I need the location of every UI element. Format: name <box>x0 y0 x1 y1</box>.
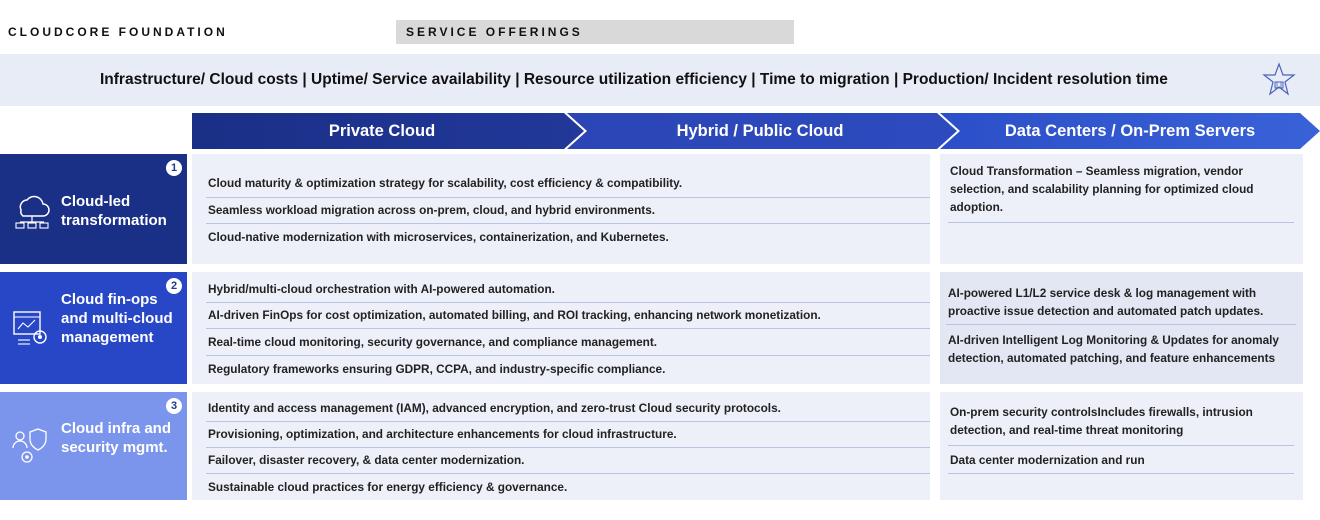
row2-right-item-2: AI-driven Intelligent Log Monitoring & Updates for anomaly detection, automated patching, and feature enhancements <box>948 333 1279 365</box>
row3-item-1: Identity and access management (IAM), advanced encryption, and zero-trust Cloud security protocols. <box>208 401 781 415</box>
row2-right-divider <box>946 324 1296 325</box>
service-offerings-label: SERVICE OFFERINGS <box>406 25 583 39</box>
row3-divider-1 <box>206 421 930 422</box>
row3-item-3: Failover, disaster recovery, & data center modernization. <box>208 453 525 467</box>
row3-item-2: Provisioning, optimization, and architecture enhancements for cloud infrastructure. <box>208 427 677 441</box>
row1-item-3: Cloud-native modernization with microservices, containerization, and Kubernetes. <box>208 230 669 244</box>
row-label-text: Cloud fin-ops and multi-cloud management <box>61 291 173 346</box>
row-number-badge: 3 <box>166 398 182 414</box>
foundation-label: CLOUDCORE FOUNDATION <box>8 25 228 39</box>
row1-divider-2 <box>206 223 930 224</box>
row1-item-1: Cloud maturity & optimization strategy for scalability, cost efficiency & compatibility. <box>208 176 683 190</box>
row1-item-2: Seamless workload migration across on-prem, cloud, and hybrid environments. <box>208 203 656 217</box>
star-badge-icon <box>1262 62 1296 98</box>
row2-right-item-1: AI-powered L1/L2 service desk & log management with proactive issue detection and automated patch updates. <box>948 286 1264 318</box>
col-header-data-centers: Data Centers / On-Prem Servers <box>1004 122 1256 140</box>
row3-divider-3 <box>206 473 930 474</box>
row3-right-item-1: On-prem security controlsIncludes firewalls, intrusion detection, and real-time threat monitoring <box>950 405 1253 437</box>
service-offerings-header <box>396 20 794 44</box>
row2-divider-3 <box>206 355 930 356</box>
row-label-cloud-finops <box>0 272 187 384</box>
row3-right-divider-1 <box>948 445 1294 446</box>
row-label-cloud-led-transformation <box>0 154 187 264</box>
row3-divider-2 <box>206 447 930 448</box>
kpi-line: Infrastructure/ Cloud costs | Uptime/ Service availability | Resource utilization efficiency | Time to migration | Production/ Incident resolution time <box>100 71 1168 88</box>
row2-item-2: AI-driven FinOps for cost optimization, automated billing, and ROI tracking, enhancing network monetization. <box>208 308 821 322</box>
foundation-header <box>0 20 396 44</box>
row2-item-4: Regulatory frameworks ensuring GDPR, CCPA, and industry-specific compliance. <box>208 362 666 376</box>
row-number-badge: 1 <box>166 160 182 176</box>
row2-divider-2 <box>206 328 930 329</box>
row3-right-divider-2 <box>948 473 1294 474</box>
user-shield-gear-icon <box>11 426 51 466</box>
row2-divider-1 <box>206 302 930 303</box>
row1-divider-1 <box>206 197 930 198</box>
row-label-cloud-infra-security <box>0 392 187 500</box>
row2-item-1: Hybrid/multi-cloud orchestration with AI-powered automation. <box>208 282 555 296</box>
row3-item-4: Sustainable cloud practices for energy efficiency & governance. <box>208 480 568 494</box>
row1-right-divider <box>948 222 1294 223</box>
row-label-text: Cloud infra and security mgmt. <box>61 420 171 456</box>
cloud-network-icon <box>12 192 52 230</box>
row1-right-item-1: Cloud Transformation – Seamless migration, vendor selection, and scalability planning for optimized cloud adoption. <box>950 164 1254 214</box>
row3-right-item-2: Data center modernization and run <box>950 453 1145 467</box>
row-label-text: Cloud-led transformation <box>61 193 167 229</box>
col-header-hybrid-public-cloud: Hybrid / Public Cloud <box>676 122 844 140</box>
row2-item-3: Real-time cloud monitoring, security governance, and compliance management. <box>208 335 658 349</box>
row-number-badge: 2 <box>166 278 182 294</box>
col-header-private-cloud: Private Cloud <box>328 122 436 140</box>
dashboard-gear-icon <box>11 308 51 348</box>
